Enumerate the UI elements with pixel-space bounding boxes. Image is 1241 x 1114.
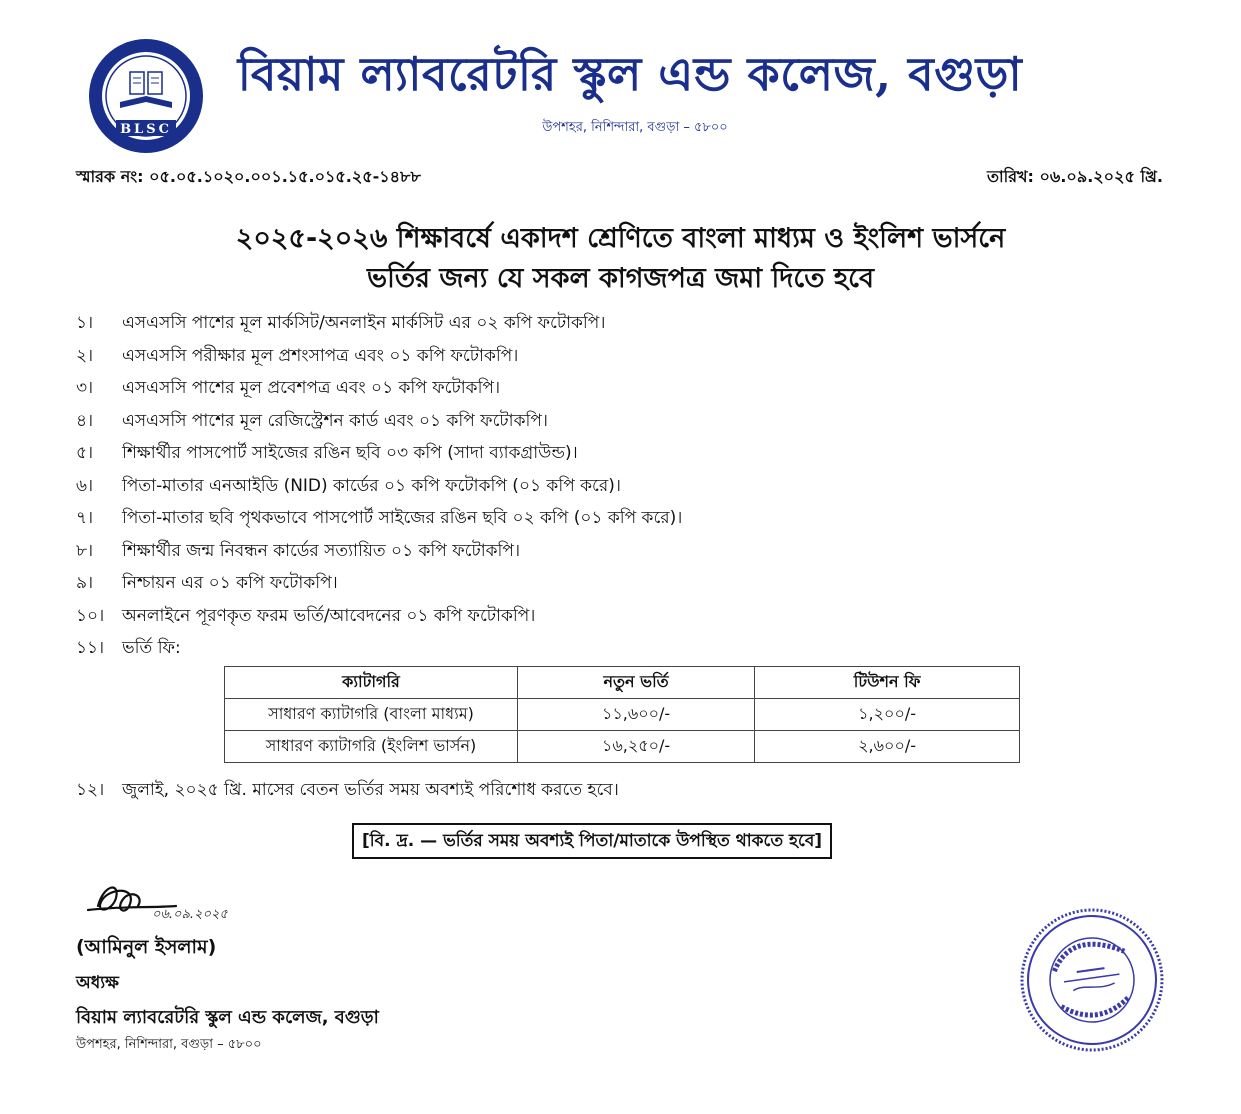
fee-cell-category: সাধারণ ক্যাটাগরি (ইংলিশ ভার্সন): [225, 731, 518, 763]
table-row: [225, 699, 1020, 731]
institution-address: উপশহর, নিশিন্দারা, বগুড়া – ৫৮০০: [542, 120, 728, 135]
list-item-number: ৪।: [76, 410, 94, 431]
list-item-number: ৬।: [76, 475, 94, 496]
list-item-text: নিশ্চায়ন এর ০১ কপি ফটোকপি।: [122, 573, 338, 593]
list-item-number: ১২।: [76, 780, 105, 800]
list-item: [76, 440, 1076, 473]
list-item-number: ১।: [76, 313, 94, 333]
list-item: [76, 603, 1076, 636]
list-item-12: [76, 777, 619, 805]
fee-cell-tuition: ১,২০০/-: [755, 699, 1020, 731]
list-item-number: ৭।: [76, 508, 94, 528]
list-item: [76, 375, 1076, 408]
list-item-text: জুলাই, ২০২৫ খ্রি. মাসের বেতন ভর্তির সময় অবশ্যই পরিশোধ করতে হবে।: [122, 780, 619, 800]
fee-table: [224, 666, 1020, 763]
list-item: [76, 635, 1076, 668]
list-item-number: ১০।: [76, 605, 105, 626]
signatory-address: উপশহর, নিশিন্দারা, বগুড়া – ৫৮০০: [76, 1037, 262, 1052]
list-item-number: ২।: [76, 345, 94, 366]
official-seal: [1018, 906, 1166, 1054]
notice-heading-line1: ২০২৫-২০২৬ শিক্ষাবর্ষে একাদশ শ্রেণিতে বাংলা মাধ্যম ও ইংলিশ ভার্সনে: [235, 223, 1006, 254]
fee-cell-admission: ১৬,২৫০/-: [518, 731, 755, 763]
notice-heading-line2: ভর্তির জন্য যে সকল কাগজপত্র জমা দিতে হবে: [367, 263, 874, 294]
list-item-text: পিতা-মাতার এনআইডি (NID) কার্ডের ০১ কপি ফটোকপি (০১ কপি করে)।: [122, 475, 621, 496]
list-item-text: শিক্ষার্থীর জন্ম নিবন্ধন কার্ডের সত্যায়িত ০১ কপি ফটোকপি।: [122, 540, 521, 561]
fee-cell-category: সাধারণ ক্যাটাগরি (বাংলা মাধ্যম): [225, 699, 518, 731]
signatory-designation: অধ্যক্ষ: [76, 973, 119, 993]
list-item-text: এসএসসি পাশের মূল মার্কসিট/অনলাইন মার্কসিট এর ০২ কপি ফটোকপি।: [122, 313, 606, 333]
list-item-number: ৩।: [76, 378, 94, 398]
fee-header-admission: নতুন ভর্তি: [518, 667, 755, 699]
document-list: [76, 310, 1076, 668]
signatory-institution: বিয়াম ল্যাবরেটরি স্কুল এন্ড কলেজ, বগুড়া: [76, 1007, 379, 1028]
list-item-number: ৯।: [76, 573, 94, 593]
fee-cell-tuition: ২,৬০০/-: [755, 731, 1020, 763]
list-item: [76, 538, 1076, 571]
list-item: [76, 343, 1076, 376]
document-date: তারিখ: ০৬.০৯.২০২৫ খ্রি.: [987, 167, 1163, 186]
list-item-text: পিতা-মাতার ছবি পৃথকভাবে পাসপোর্ট সাইজের রঙিন ছবি ০২ কপি (০১ কপি করে)।: [122, 508, 683, 528]
fee-cell-admission: ১১,৬০০/-: [518, 699, 755, 731]
signatory-name: (আমিনুল ইসলাম): [76, 936, 217, 958]
fee-header-tuition: টিউশন ফি: [755, 667, 1020, 699]
fee-table-header-row: [225, 667, 1020, 699]
list-item-text: এসএসসি পাশের মূল রেজিস্ট্রেশন কার্ড এবং ০১ কপি ফটোকপি।: [122, 410, 548, 431]
list-item: [76, 408, 1076, 441]
fee-header-category: ক্যাটাগরি: [225, 667, 518, 699]
list-item-number: ৫।: [76, 443, 94, 463]
important-note: [বি. দ্র. — ভর্তির সময় অবশ্যই পিতা/মাতাকে উপস্থিত থাকতে হবে]: [352, 823, 832, 859]
list-item-number: ১১।: [76, 638, 105, 658]
svg-text:BLSC: BLSC: [120, 122, 172, 137]
list-item: [76, 473, 1076, 506]
list-item-number: ৮।: [76, 540, 94, 561]
signature-date: ০৬.০৯.২০২৫: [152, 907, 228, 922]
list-item-text: ভর্তি ফি:: [122, 638, 181, 658]
list-item-text: শিক্ষার্থীর পাসপোর্ট সাইজের রঙিন ছবি ০৩ কপি (সাদা ব্যাকগ্রাউন্ড)।: [122, 443, 578, 463]
list-item: [76, 570, 1076, 603]
list-item-text: এসএসসি পাশের মূল প্রবেশপত্র এবং ০১ কপি ফটোকপি।: [122, 378, 501, 398]
list-item: [76, 310, 1076, 343]
table-row: [225, 731, 1020, 763]
list-item-text: অনলাইনে পূরণকৃত ফরম ভর্তি/আবেদনের ০১ কপি ফটোকপি।: [122, 605, 536, 626]
list-item-text: এসএসসি পরীক্ষার মূল প্রশংসাপত্র এবং ০১ কপি ফটোকপি।: [122, 345, 519, 366]
school-logo: [86, 36, 206, 156]
institution-title: বিয়াম ল্যাবরেটরি স্কুল এন্ড কলেজ, বগুড়া: [237, 47, 1023, 101]
list-item: [76, 505, 1076, 538]
memo-number: স্মারক নং: ০৫.০৫.১০২০.০০১.১৫.০১৫.২৫-১৪৮৮: [76, 167, 421, 186]
